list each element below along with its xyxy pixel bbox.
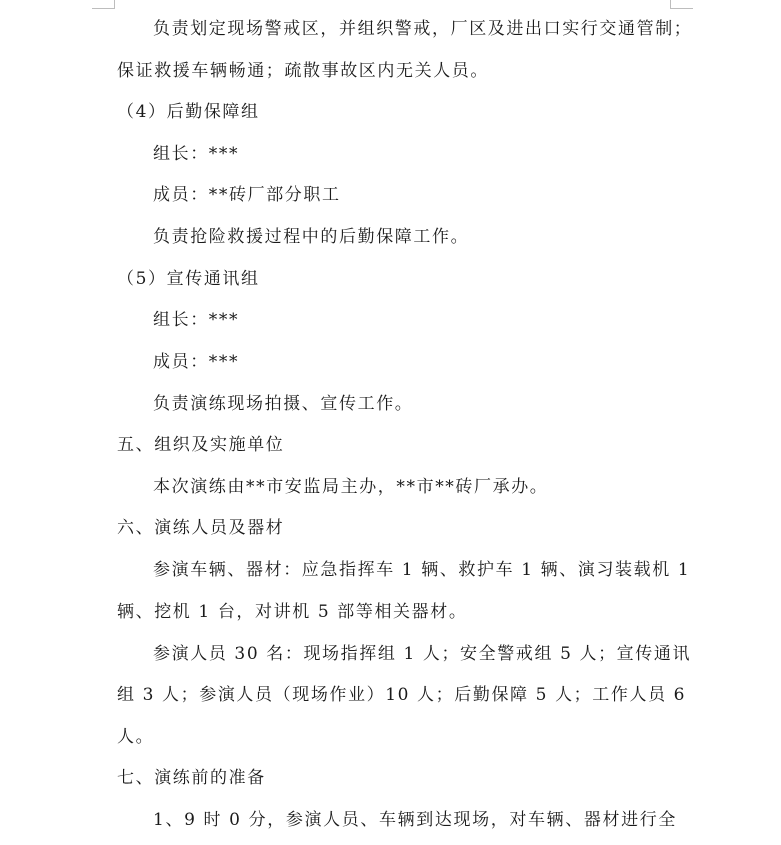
- paragraph-line: 保证救援车辆畅通；疏散事故区内无关人员。: [117, 61, 489, 81]
- paragraph-line: 成员：**砖厂部分职工: [153, 185, 341, 205]
- page-corner-mark-right: [670, 0, 693, 9]
- paragraph-line: 参演人员 30 名：现场指挥组 1 人；安全警戒组 5 人；宣传通讯: [153, 644, 692, 664]
- paragraph-line: 本次演练由**市安监局主办，**市**砖厂承办。: [153, 477, 549, 497]
- paragraph-line: 组长：***: [153, 310, 240, 330]
- paragraph-line: 负责划定现场警戒区，并组织警戒，厂区及进出口实行交通管制；: [153, 19, 693, 39]
- section-subheading: （4）后勤保障组: [117, 102, 260, 122]
- paragraph-line: 辆、挖机 1 台，对讲机 5 部等相关器材。: [117, 602, 468, 622]
- page-corner-mark-left: [92, 0, 115, 9]
- paragraph-line: 成员：***: [153, 352, 240, 372]
- paragraph-line: 1、9 时 0 分，参演人员、车辆到达现场，对车辆、器材进行全: [153, 810, 677, 830]
- paragraph-line: 组长：***: [153, 144, 240, 164]
- section-heading: 五、组织及实施单位: [117, 435, 285, 455]
- paragraph-line: 负责抢险救援过程中的后勤保障工作。: [153, 227, 470, 247]
- paragraph-line: 人。: [117, 727, 155, 747]
- section-heading: 七、演练前的准备: [117, 768, 266, 788]
- paragraph-line: 参演车辆、器材：应急指挥车 1 辆、救护车 1 辆、演习装载机 1: [153, 560, 691, 580]
- paragraph-line: 组 3 人；参演人员（现场作业）10 人；后勤保障 5 人；工作人员 6: [117, 685, 687, 705]
- paragraph-line: 负责演练现场拍摄、宣传工作。: [153, 394, 414, 414]
- section-subheading: （5）宣传通讯组: [117, 269, 260, 289]
- section-heading: 六、演练人员及器材: [117, 518, 285, 538]
